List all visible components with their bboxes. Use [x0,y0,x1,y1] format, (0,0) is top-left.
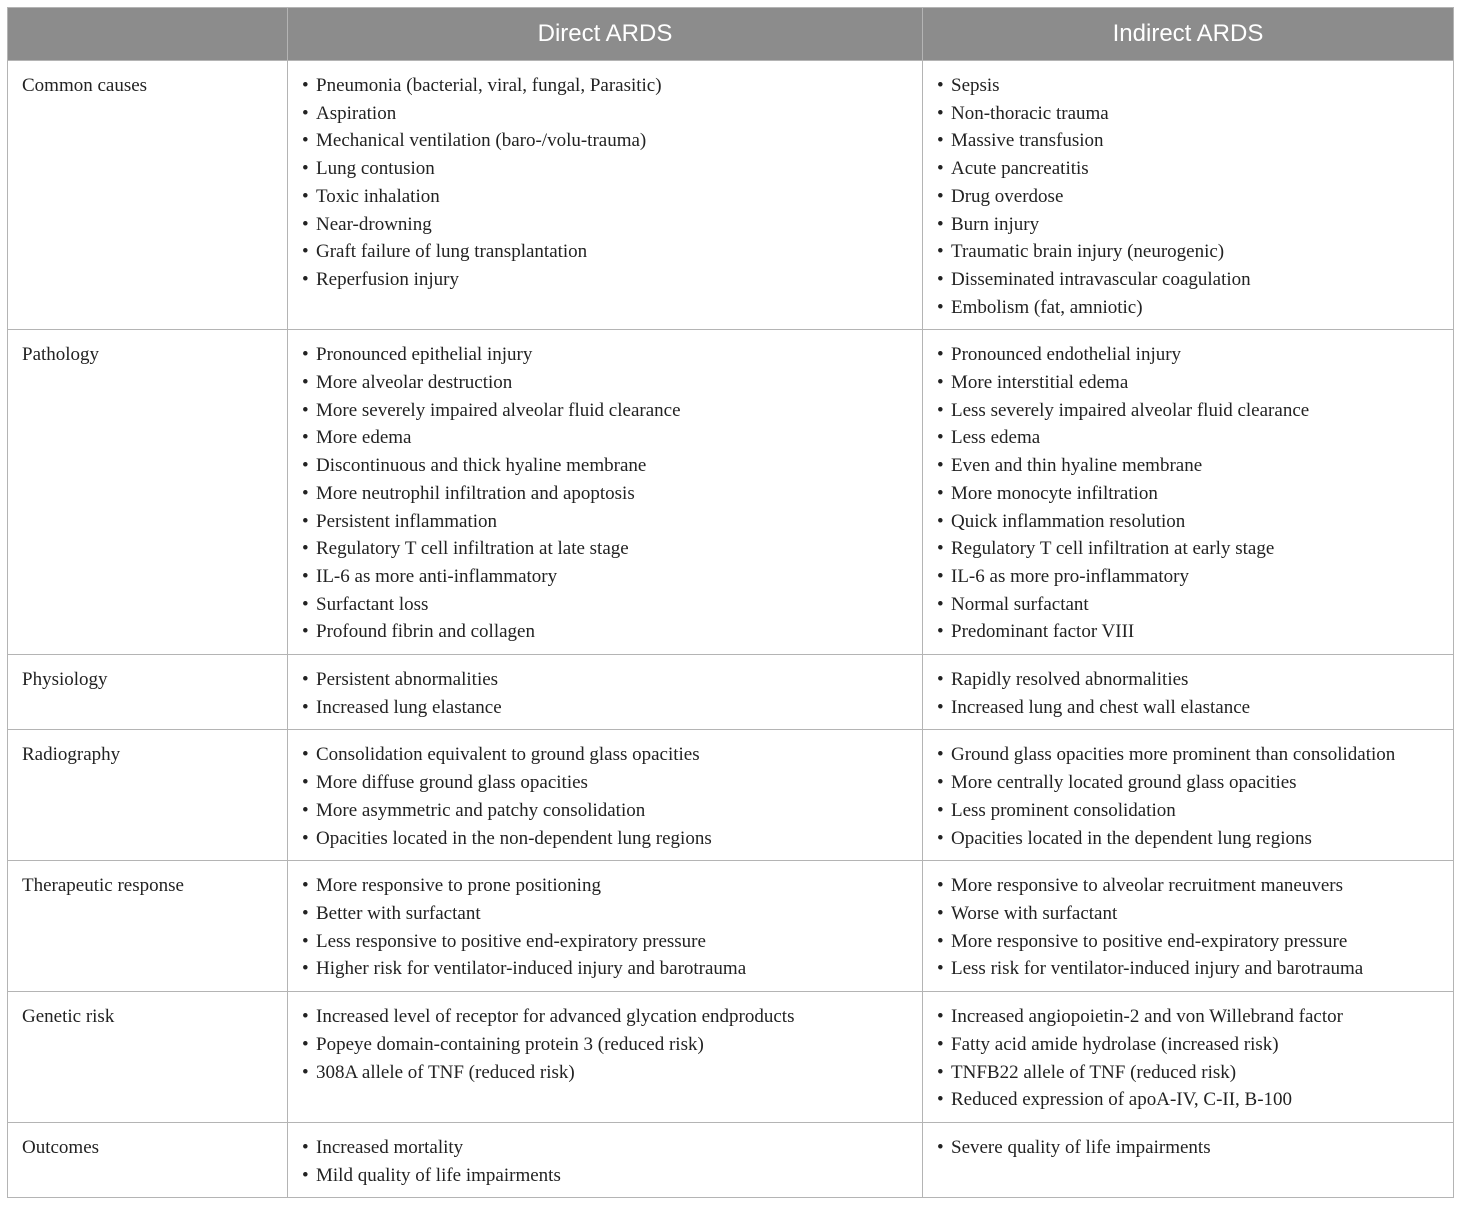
list-item [302,72,908,100]
list-item-text: Persistent abnormalities [316,669,499,691]
list-item-text: Graft failure of lung transplantation [316,241,588,263]
list-item-text: More responsive to prone positioning [316,875,601,897]
list-item [937,480,1439,508]
list-item [302,341,908,369]
indirect-ards-cell [923,861,1454,992]
direct-ards-cell [288,655,923,730]
bullet-icon: • [937,102,944,124]
list-item-text: Toxic inhalation [316,185,440,207]
list-item [937,72,1439,100]
list-item-text: Embolism (fat, amniotic) [951,296,1143,318]
direct-ards-cell [288,730,923,861]
indirect-ards-cell [923,330,1454,655]
list-item [302,155,908,183]
list-item [302,769,908,797]
bullet-icon: • [302,930,309,952]
list-item [937,294,1439,322]
bullet-icon: • [302,593,309,615]
list-item [937,872,1439,900]
list-item-text: More responsive to alveolar recruitment maneuvers [951,875,1343,897]
list-item [937,769,1439,797]
list-item [937,666,1439,694]
list-item-text: Pneumonia (bacterial, viral, fungal, Parasitic) [316,75,662,96]
list-item [302,872,908,900]
list-item [937,100,1439,128]
list-item [302,741,908,769]
list-item [937,341,1439,369]
bullet-icon: • [937,510,944,532]
bullet-icon: • [937,593,944,615]
list-item-text: More centrally located ground glass opacities [951,772,1297,794]
bullet-icon: • [937,296,944,318]
list-item [937,1086,1439,1114]
list-item-text: Increased mortality [316,1136,464,1158]
list-item [937,1059,1439,1087]
bullet-icon: • [302,1164,309,1186]
indirect-ards-list [937,341,1439,646]
indirect-ards-cell [923,730,1454,861]
list-item [302,1059,908,1087]
list-item-text: Mild quality of life impairments [316,1164,561,1186]
direct-ards-list [302,666,908,721]
row-label: Physiology [8,655,288,730]
list-item-text: Traumatic brain injury (neurogenic) [951,241,1225,263]
list-item [302,797,908,825]
list-item-text: Reperfusion injury [316,268,460,290]
list-item-text: More responsive to positive end-expiratory pressure [951,930,1348,952]
indirect-ards-list [937,72,1439,321]
header-direct-ards: Direct ARDS [288,8,923,61]
bullet-icon: • [302,510,309,532]
list-item-text: Drug overdose [951,185,1064,207]
list-item-text: Increased angiopoietin-2 and von Willebrand factor [951,1006,1343,1028]
list-item-text: Regulatory T cell infiltration at late stage [316,538,629,560]
bullet-icon: • [302,1061,309,1083]
bullet-icon: • [302,241,309,263]
list-item [937,155,1439,183]
list-item-text: Pronounced endothelial injury [951,344,1182,366]
list-item [302,535,908,563]
list-item [937,369,1439,397]
list-item-text: Increased level of receptor for advanced glycation endproducts [316,1006,795,1028]
row-label: Pathology [8,330,288,655]
list-item-text: More diffuse ground glass opacities [316,772,588,794]
list-item-text: More alveolar destruction [316,372,513,394]
list-item [937,741,1439,769]
bullet-icon: • [937,399,944,421]
list-item [302,183,908,211]
list-item-text: 308A allele of TNF (reduced risk) [316,1061,575,1083]
direct-ards-cell [288,330,923,655]
list-item [937,591,1439,619]
bullet-icon: • [937,427,944,449]
bullet-icon: • [937,930,944,952]
list-item [937,1003,1439,1031]
list-item-text: Surfactant loss [316,593,429,615]
list-item [302,1003,908,1031]
direct-ards-list [302,1134,908,1189]
list-item-text: More asymmetric and patchy consolidation [316,799,646,821]
list-item-text: More neutrophil infiltration and apoptosis [316,482,635,504]
indirect-ards-list [937,1003,1439,1114]
list-item-text: Pronounced epithelial injury [316,344,533,366]
list-item-text: Predominant factor VIII [951,621,1135,643]
table-row [8,992,1454,1123]
bullet-icon: • [937,799,944,821]
bullet-icon: • [302,875,309,897]
list-item-text: Less prominent consolidation [951,799,1176,821]
list-item-text: Severe quality of life impairments [951,1136,1211,1158]
bullet-icon: • [302,427,309,449]
indirect-ards-list [937,872,1439,983]
list-item-text: Burn injury [951,213,1040,235]
direct-ards-cell [288,861,923,992]
list-item-text: Normal surfactant [951,593,1089,615]
bullet-icon: • [937,538,944,560]
list-item-text: Near-drowning [316,213,432,235]
bullet-icon: • [302,482,309,504]
bullet-icon: • [302,158,309,180]
header-corner [8,8,288,61]
bullet-icon: • [937,158,944,180]
row-label: Outcomes [8,1122,288,1197]
row-label: Therapeutic response [8,861,288,992]
table-row [8,655,1454,730]
list-item-text: Popeye domain-containing protein 3 (reduced risk) [316,1033,704,1055]
list-item-text: Less responsive to positive end-expiratory pressure [316,930,706,952]
list-item-text: Lung contusion [316,158,435,180]
list-item [302,1134,908,1162]
list-item-text: Discontinuous and thick hyaline membrane [316,455,647,477]
bullet-icon: • [937,241,944,263]
list-item [302,900,908,928]
list-item [302,955,908,983]
list-item-text: Acute pancreatitis [951,158,1089,180]
list-item [937,694,1439,722]
bullet-icon: • [937,185,944,207]
bullet-icon: • [937,372,944,394]
table-row [8,861,1454,992]
list-item [937,535,1439,563]
list-item-text: Worse with surfactant [951,902,1118,924]
list-item [937,955,1439,983]
table-row [8,730,1454,861]
list-item-text: More severely impaired alveolar fluid clearance [316,399,681,421]
bullet-icon: • [937,213,944,235]
list-item-text: Fatty acid amide hydrolase (increased risk) [951,1033,1279,1055]
list-item [302,369,908,397]
direct-ards-cell [288,1122,923,1197]
bullet-icon: • [937,621,944,643]
row-label: Common causes [8,61,288,330]
list-item [937,825,1439,853]
list-item [302,563,908,591]
bullet-icon: • [302,696,309,718]
list-item [302,694,908,722]
bullet-icon: • [302,744,309,766]
table-row [8,330,1454,655]
header-row [8,8,1454,61]
bullet-icon: • [302,565,309,587]
bullet-icon: • [937,344,944,366]
list-item-text: Profound fibrin and collagen [316,621,535,643]
list-item [302,1031,908,1059]
list-item-text: Less edema [951,427,1041,449]
list-item [302,1162,908,1190]
list-item [302,266,908,294]
bullet-icon: • [937,827,944,849]
list-item [937,424,1439,452]
list-item [937,928,1439,956]
list-item-text: Better with surfactant [316,902,481,924]
list-item-text: Increased lung elastance [316,696,502,718]
list-item-text: IL-6 as more pro-inflammatory [951,565,1189,587]
list-item-text: Mechanical ventilation (baro-/volu-trauma) [316,130,647,152]
direct-ards-list [302,341,908,646]
list-item [302,238,908,266]
row-label: Radiography [8,730,288,861]
list-item-text: More edema [316,427,412,449]
table-row [8,1122,1454,1197]
direct-ards-cell [288,992,923,1123]
list-item [302,825,908,853]
list-item-text: Less risk for ventilator-induced injury and barotrauma [951,958,1364,980]
bullet-icon: • [302,185,309,207]
bullet-icon: • [937,75,944,96]
table-body [8,61,1454,1198]
bullet-icon: • [937,1033,944,1055]
indirect-ards-list [937,666,1439,721]
comparison-table-wrapper [7,7,1453,1198]
bullet-icon: • [302,455,309,477]
direct-ards-list [302,741,908,852]
bullet-icon: • [302,958,309,980]
bullet-icon: • [302,372,309,394]
list-item [302,452,908,480]
list-item-text: Consolidation equivalent to ground glass opacities [316,744,700,766]
list-item-text: Reduced expression of apoA-IV, C-II, B-100 [951,1089,1293,1111]
list-item-text: Increased lung and chest wall elastance [951,696,1251,718]
bullet-icon: • [302,75,309,96]
bullet-icon: • [302,538,309,560]
ards-comparison-table [7,7,1454,1198]
list-item [302,211,908,239]
list-item [937,563,1439,591]
bullet-icon: • [302,213,309,235]
bullet-icon: • [937,482,944,504]
list-item-text: Ground glass opacities more prominent than consolidation [951,744,1396,766]
indirect-ards-list [937,1134,1439,1162]
bullet-icon: • [937,1136,944,1158]
bullet-icon: • [937,455,944,477]
header-indirect-ards: Indirect ARDS [923,8,1454,61]
bullet-icon: • [302,1006,309,1028]
direct-ards-list [302,72,908,294]
list-item-text: TNFB22 allele of TNF (reduced risk) [951,1061,1237,1083]
list-item [302,100,908,128]
row-label: Genetic risk [8,992,288,1123]
direct-ards-cell [288,61,923,330]
list-item-text: Massive transfusion [951,130,1104,152]
direct-ards-list [302,1003,908,1086]
list-item-text: Aspiration [316,102,397,124]
list-item [302,424,908,452]
list-item [937,127,1439,155]
list-item-text: More interstitial edema [951,372,1129,394]
indirect-ards-cell [923,61,1454,330]
bullet-icon: • [302,902,309,924]
list-item-text: Persistent inflammation [316,510,498,532]
list-item-text: Less severely impaired alveolar fluid clearance [951,399,1310,421]
bullet-icon: • [302,772,309,794]
bullet-icon: • [302,130,309,152]
bullet-icon: • [302,669,309,691]
list-item [302,480,908,508]
list-item [302,508,908,536]
bullet-icon: • [302,1136,309,1158]
bullet-icon: • [937,772,944,794]
list-item [937,211,1439,239]
list-item-text: Sepsis [951,75,1000,96]
bullet-icon: • [937,875,944,897]
direct-ards-list [302,872,908,983]
list-item [937,1134,1439,1162]
bullet-icon: • [937,1006,944,1028]
bullet-icon: • [302,827,309,849]
bullet-icon: • [937,1061,944,1083]
list-item [937,183,1439,211]
bullet-icon: • [302,344,309,366]
list-item [937,1031,1439,1059]
bullet-icon: • [937,268,944,290]
list-item [937,900,1439,928]
bullet-icon: • [937,744,944,766]
list-item-text: Regulatory T cell infiltration at early stage [951,538,1275,560]
list-item [937,618,1439,646]
list-item-text: Even and thin hyaline membrane [951,455,1203,477]
list-item-text: Opacities located in the dependent lung regions [951,827,1312,849]
list-item-text: Higher risk for ventilator-induced injury and barotrauma [316,958,747,980]
list-item [937,452,1439,480]
list-item [302,127,908,155]
bullet-icon: • [302,1033,309,1055]
bullet-icon: • [302,799,309,821]
list-item [937,266,1439,294]
list-item [302,928,908,956]
bullet-icon: • [302,399,309,421]
list-item-text: Rapidly resolved abnormalities [951,669,1189,691]
bullet-icon: • [302,268,309,290]
bullet-icon: • [937,130,944,152]
list-item [302,397,908,425]
bullet-icon: • [302,621,309,643]
list-item-text: Opacities located in the non-dependent lung regions [316,827,712,849]
list-item [937,508,1439,536]
indirect-ards-list [937,741,1439,852]
list-item [937,797,1439,825]
indirect-ards-cell [923,992,1454,1123]
list-item [937,238,1439,266]
bullet-icon: • [937,696,944,718]
list-item [937,397,1439,425]
list-item-text: Disseminated intravascular coagulation [951,268,1251,290]
list-item [302,591,908,619]
list-item [302,666,908,694]
list-item-text: IL-6 as more anti-inflammatory [316,565,558,587]
table-row [8,61,1454,330]
list-item-text: Non-thoracic trauma [951,102,1109,124]
bullet-icon: • [937,902,944,924]
list-item-text: More monocyte infiltration [951,482,1158,504]
bullet-icon: • [937,565,944,587]
list-item-text: Quick inflammation resolution [951,510,1186,532]
bullet-icon: • [302,102,309,124]
bullet-icon: • [937,958,944,980]
list-item [302,618,908,646]
indirect-ards-cell [923,1122,1454,1197]
indirect-ards-cell [923,655,1454,730]
bullet-icon: • [937,669,944,691]
bullet-icon: • [937,1089,944,1111]
